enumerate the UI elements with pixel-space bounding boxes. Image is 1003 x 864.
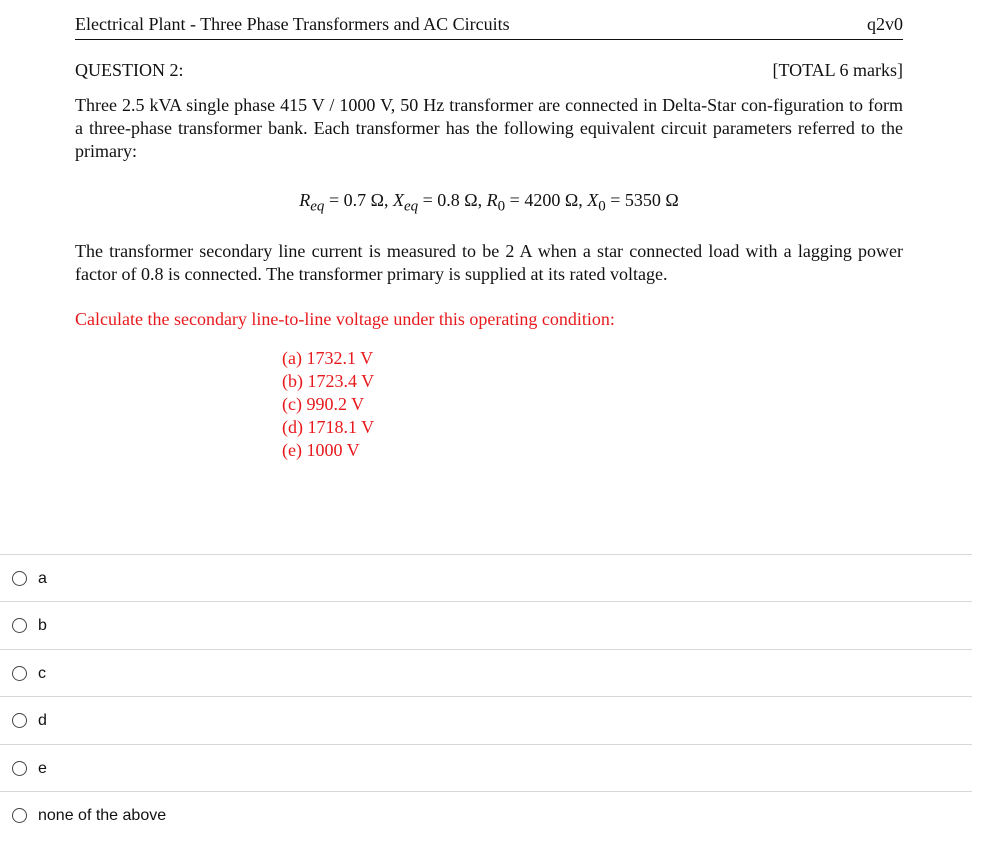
answer-option-d[interactable]	[0, 696, 972, 744]
answer-label: c	[38, 664, 46, 682]
choice-c: (c) 990.2 V	[282, 394, 365, 414]
choice-list	[282, 347, 374, 462]
answer-label: e	[38, 759, 47, 777]
eq-symbol: R	[299, 190, 311, 210]
answer-option-none[interactable]	[0, 791, 972, 839]
answer-label: b	[38, 616, 47, 634]
answer-option-b[interactable]	[0, 601, 972, 649]
total-marks: [TOTAL 6 marks]	[772, 60, 903, 80]
radio-button[interactable]	[12, 618, 27, 633]
eq-sub: 0	[497, 198, 506, 215]
radio-button[interactable]	[12, 808, 27, 823]
equation	[75, 190, 903, 216]
eq-sub: eq	[403, 198, 419, 215]
choice-d: (d) 1718.1 V	[282, 417, 375, 437]
answer-option-e[interactable]	[0, 744, 972, 792]
choice-b: (b) 1723.4 V	[282, 371, 375, 391]
question-body: The transformer secondary line current is measured to be 2 A when a star connected load with a lagging power factor of 0.8 is connected. The transformer primary is supplied at its rated voltage.	[75, 241, 903, 284]
question-prompt: Calculate the secondary line-to-line voltage under this operating condition:	[75, 309, 615, 329]
answer-label: a	[38, 569, 47, 587]
question-heading	[75, 60, 903, 81]
question-code: q2v0	[867, 14, 903, 34]
radio-button[interactable]	[12, 571, 27, 586]
eq-value: = 0.8 Ω,	[418, 190, 487, 210]
eq-symbol: X	[587, 190, 599, 210]
eq-value: = 5350 Ω	[605, 190, 679, 210]
radio-button[interactable]	[12, 666, 27, 681]
question-label: QUESTION 2:	[75, 60, 184, 80]
eq-sub: eq	[310, 198, 325, 215]
header	[75, 14, 903, 40]
answer-label: none of the above	[38, 806, 167, 824]
choice-a: (a) 1732.1 V	[282, 348, 374, 368]
eq-symbol: R	[486, 190, 498, 210]
eq-symbol: X	[392, 190, 404, 210]
choice-e: (e) 1000 V	[282, 440, 360, 460]
eq-value: = 0.7 Ω,	[324, 190, 393, 210]
answer-option-c[interactable]	[0, 649, 972, 697]
eq-sub: 0	[598, 198, 606, 215]
answer-label: d	[38, 711, 47, 729]
eq-value: = 4200 Ω,	[505, 190, 588, 210]
header-title: Electrical Plant - Three Phase Transformers and AC Circuits	[75, 14, 510, 34]
question-intro: Three 2.5 kVA single phase 415 V / 1000 V, 50 Hz transformer are connected in Delta-Star con-figuration to form a three-phase transformer bank. Each transformer has the following equivalent circuit parameters referred to the primary:	[75, 95, 903, 161]
answer-option-a[interactable]	[0, 554, 972, 602]
radio-button[interactable]	[12, 713, 27, 728]
radio-button[interactable]	[12, 761, 27, 776]
